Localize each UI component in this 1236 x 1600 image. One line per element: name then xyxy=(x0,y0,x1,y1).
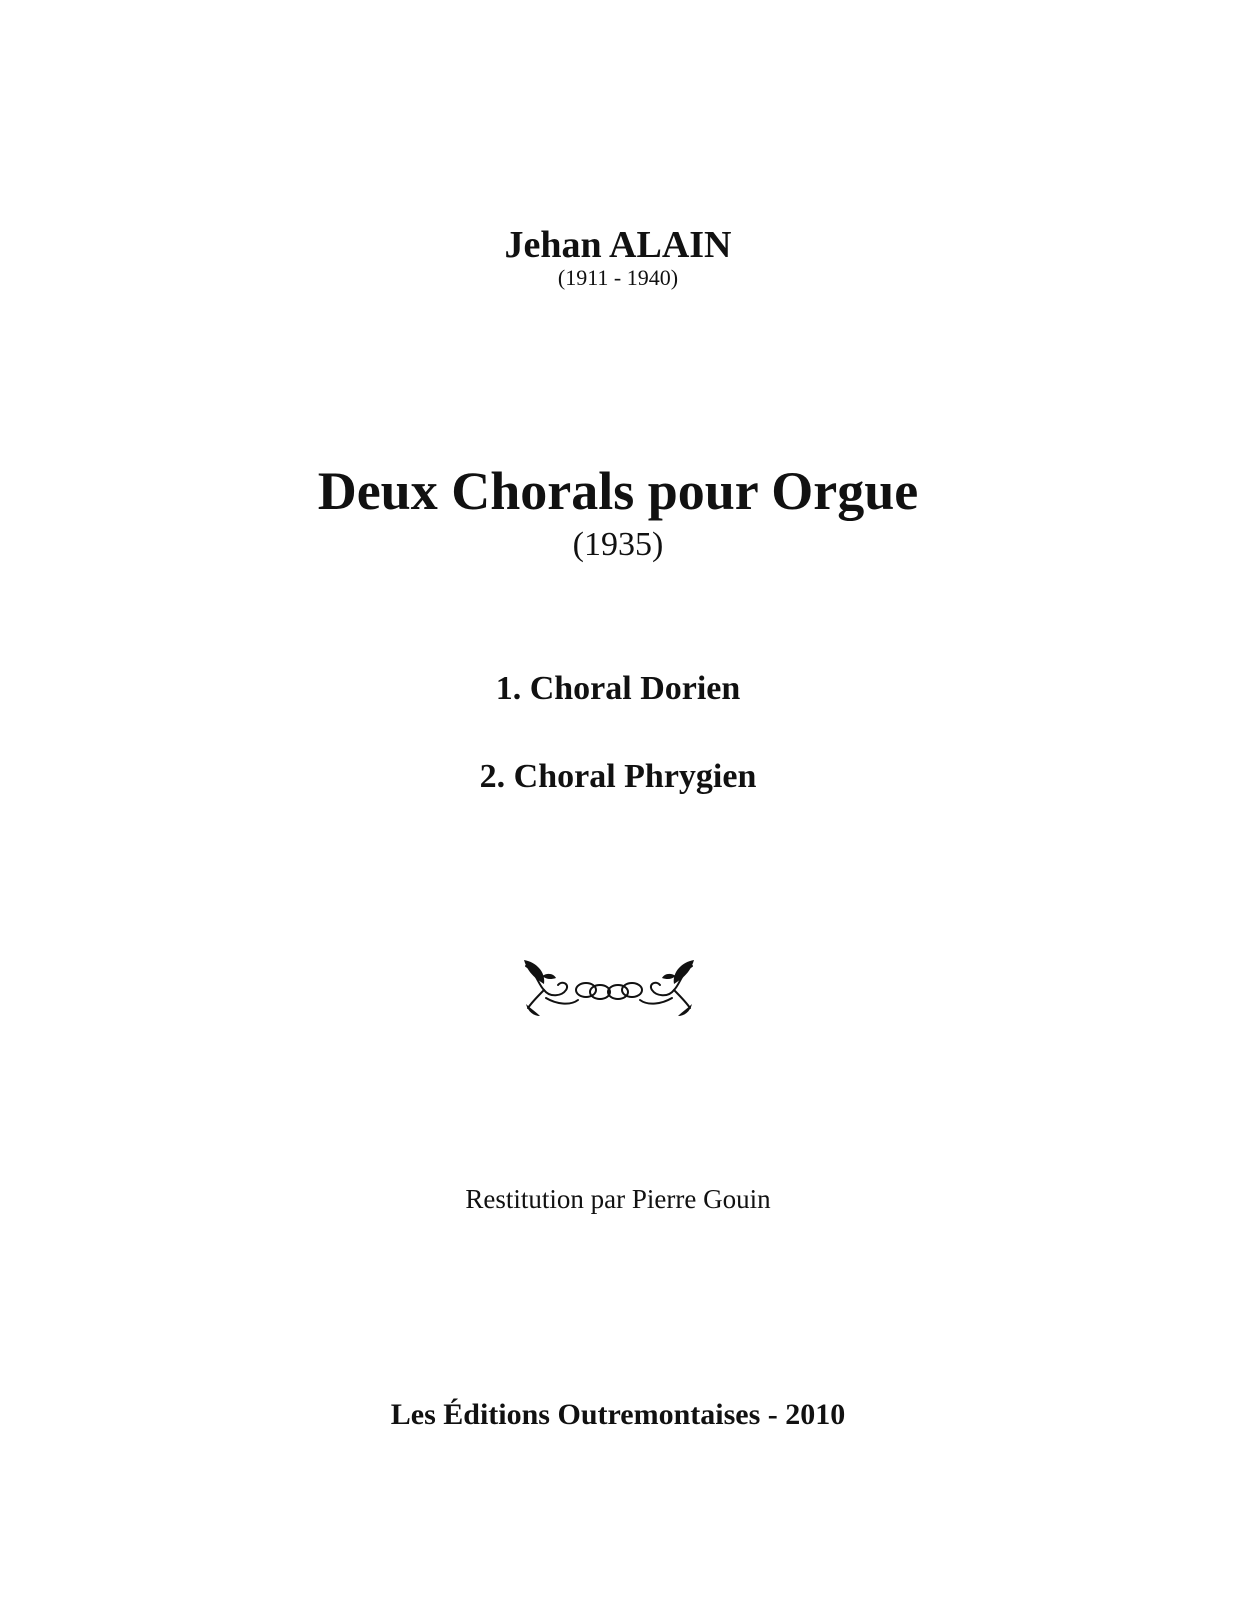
work-year: (1935) xyxy=(572,526,664,563)
piece-title-2: 2. Choral Phrygien xyxy=(479,758,757,795)
composer-dates: (1911 - 1940) xyxy=(557,265,679,290)
piece-title-1: 1. Choral Dorien xyxy=(495,670,741,707)
restitution-credit: Restitution par Pierre Gouin xyxy=(465,1184,771,1214)
composer-name: Jehan ALAIN xyxy=(504,224,732,266)
publisher-line: Les Éditions Outremontaises - 2010 xyxy=(390,1398,846,1431)
floral-vignette-icon xyxy=(516,954,702,1020)
work-title: Deux Chorals pour Orgue xyxy=(317,461,919,521)
